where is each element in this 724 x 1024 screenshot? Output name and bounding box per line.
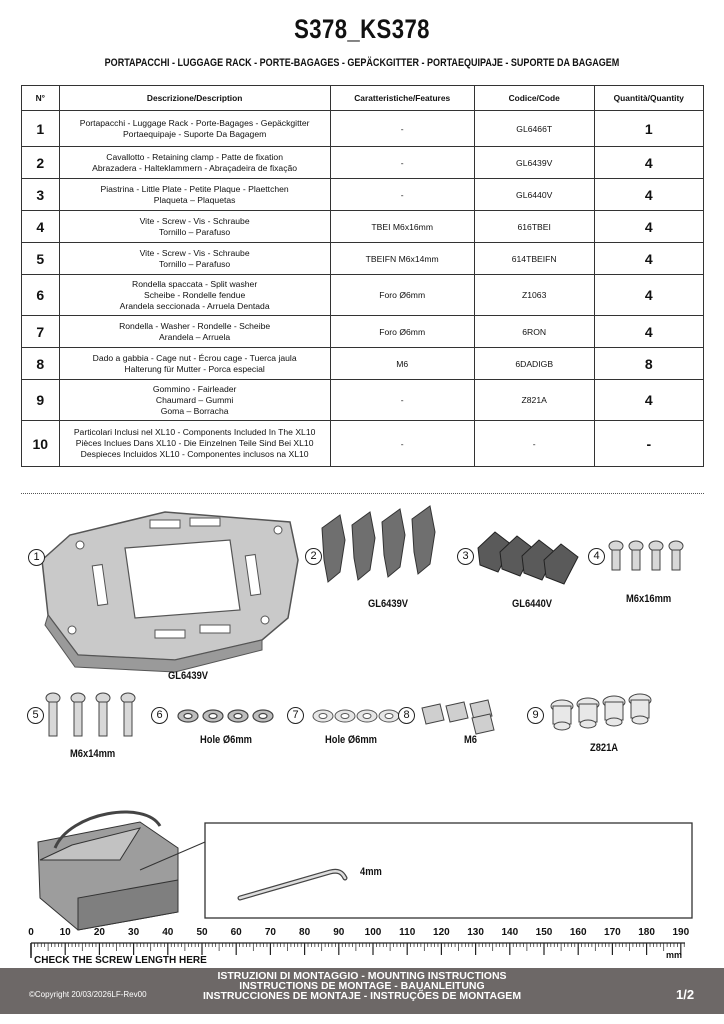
row-features: - (330, 179, 474, 211)
row-quantity: 1 (594, 111, 703, 147)
page-title: S378_KS378 (294, 14, 430, 44)
description-line: Dado a gabbia - Cage nut - Écrou cage - Tuerca jaula (92, 352, 297, 363)
row-features: - (330, 111, 474, 147)
ruler-tick-label: 60 (230, 927, 242, 938)
label-part-4: M6x16mm (626, 593, 672, 605)
ruler-tick-label: 50 (196, 927, 208, 938)
header-number: N° (22, 86, 60, 111)
row-features: M6 (330, 348, 474, 380)
row-features: - (330, 147, 474, 179)
description-line: Despieces Incluidos XL10 - Componentes inclusos na XL10 (80, 449, 309, 459)
grommets-drawing (551, 694, 651, 730)
ruler-tick-label: 30 (128, 927, 140, 938)
label-allen-key: 4mm (360, 866, 382, 878)
row-features: TBEI M6x16mm (330, 211, 474, 243)
split-washers-drawing (178, 710, 273, 722)
cage-nuts-drawing (422, 700, 494, 734)
page-subtitle: PORTAPACCHI - LUGGAGE RACK - PORTE-BAGAGES - GEPÄCKGITTER - PORTAEQUIPAJE - SUPORTE DA BAGAGEM (104, 57, 620, 69)
description-line: Particolari Inclusi nel XL10 - Components Included In The XL10 (73, 427, 316, 437)
description-line: Gommino - Fairleader (152, 383, 237, 394)
row-number: 2 (22, 147, 60, 179)
ruler-unit: mm (666, 950, 683, 960)
ruler-tick-label: 90 (333, 927, 345, 938)
row-number: 8 (22, 348, 60, 380)
row-code: 614TBEIFN (474, 243, 594, 275)
callout-6: 6 (151, 707, 168, 724)
screws-m6x16-drawing (609, 541, 683, 570)
row-code: Z821A (474, 380, 594, 421)
description-line: Pièces Inclues Dans XL10 - Die Einzelnen Teile Sind Bei XL10 (75, 438, 314, 448)
little-plates-drawing (478, 532, 578, 584)
callout-5: 5 (27, 707, 44, 724)
clamps-drawing (322, 506, 435, 582)
row-number: 9 (22, 380, 60, 421)
row-code: 6DADIGB (474, 348, 594, 380)
row-number: 6 (22, 275, 60, 316)
description-line: Portapacchi - Luggage Rack - Porte-Bagages - Gepäckgitter (79, 117, 310, 128)
description-line: Cavallotto - Retaining clamp - Patte de fixation (106, 151, 283, 162)
row-features: - (330, 421, 474, 467)
ruler-tick-label: 170 (604, 927, 621, 938)
row-number: 1 (22, 111, 60, 147)
row-features: TBEIFN M6x14mm (330, 243, 474, 275)
row-quantity: 4 (594, 243, 703, 275)
row-number: 3 (22, 179, 60, 211)
row-code: - (474, 421, 594, 467)
ruler-tick-label: 140 (501, 927, 519, 938)
description-line: Arandela seccionada - Arruela Dentada (119, 300, 270, 311)
header-features: Caratteristiche/Features (330, 86, 474, 111)
ruler-caption: CHECK THE SCREW LENGTH HERE (34, 955, 207, 966)
description-line: Vite - Screw - Vis - Schraube (139, 215, 250, 226)
description-line: Scheibe - Rondelle fendue (143, 289, 246, 300)
row-code: Z1063 (474, 275, 594, 316)
description-line: Rondella - Washer - Rondelle - Scheibe (119, 320, 271, 331)
row-quantity: 4 (594, 179, 703, 211)
callout-1: 1 (28, 549, 45, 566)
tool-callout-frame (140, 823, 692, 918)
label-part-8: M6 (464, 734, 477, 746)
label-part-9: Z821A (590, 742, 619, 754)
row-features: Foro Ø6mm (330, 316, 474, 348)
row-code: 616TBEI (474, 211, 594, 243)
row-code: GL6440V (474, 179, 594, 211)
luggage-rack-drawing (42, 512, 298, 672)
row-quantity: 4 (594, 147, 703, 179)
row-code: GL6439V (474, 147, 594, 179)
callout-7: 7 (287, 707, 304, 724)
row-code: GL6466T (474, 111, 594, 147)
screws-m6x14-drawing (46, 693, 135, 736)
ruler-tick-label: 190 (672, 927, 690, 938)
description-line: Tornillo – Parafuso (159, 226, 231, 237)
row-number: 7 (22, 316, 60, 348)
row-number: 10 (22, 421, 60, 467)
ruler-tick-label: 110 (399, 927, 416, 938)
label-part-5: M6x14mm (70, 748, 116, 760)
callout-2: 2 (305, 548, 322, 565)
page-number: 1/2 (676, 987, 695, 1002)
row-quantity: 4 (594, 211, 703, 243)
description-line: Vite - Screw - Vis - Schraube (139, 247, 250, 258)
ruler-tick-label: 80 (299, 927, 311, 938)
footer-line-1: ISTRUZIONI DI MONTAGGIO - MOUNTING INSTRUCTIONS (217, 970, 507, 982)
label-part-2: GL6439V (368, 598, 409, 610)
row-features: - (330, 380, 474, 421)
footer-line-3: INSTRUCCIONES DE MONTAJE - INSTRUÇÕES DE MONTAGEM (202, 990, 522, 1002)
ruler-tick-label: 180 (638, 927, 655, 938)
description-line: Halterung für Mutter - Porca especial (124, 363, 265, 374)
description-line: Chaumard – Gummi (155, 394, 234, 405)
header-code: Codice/Code (474, 86, 594, 111)
header-description: Descrizione/Description (59, 86, 330, 111)
ruler-tick-label: 10 (59, 927, 71, 938)
ruler-tick-label: 70 (264, 927, 276, 938)
row-features: Foro Ø6mm (330, 275, 474, 316)
description-line: Rondella spaccata - Split washer (132, 278, 258, 289)
ruler-tick-label: 100 (364, 927, 382, 938)
description-line: Goma – Borracha (160, 405, 229, 416)
row-quantity: 8 (594, 348, 703, 380)
description-line: Portaequipaje - Suporte Da Bagagem (122, 128, 267, 139)
row-quantity: 4 (594, 316, 703, 348)
ruler-tick-label: 0 (28, 927, 34, 938)
row-quantity: - (594, 421, 703, 467)
description-line: Plaqueta – Plaquetas (153, 194, 236, 205)
callout-3: 3 (457, 548, 474, 565)
ruler-tick-label: 150 (535, 927, 553, 938)
ruler-tick-label: 120 (433, 927, 450, 938)
row-number: 4 (22, 211, 60, 243)
row-quantity: 4 (594, 380, 703, 421)
ruler-tick-label: 20 (93, 927, 105, 938)
row-quantity: 4 (594, 275, 703, 316)
footer-line-2: INSTRUCTIONS DE MONTAGE - BAUANLEITUNG (239, 980, 485, 992)
washers-drawing (313, 710, 399, 722)
toolbox-drawing (38, 812, 178, 930)
row-number: 5 (22, 243, 60, 275)
description-line: Abrazadera - Halteklammern - Abraçadeira de fixação (92, 162, 298, 173)
header-quantity: Quantità/Quantity (594, 86, 703, 111)
copyright-text: ©Copyright 20/03/2026LF-Rev00 (29, 990, 147, 999)
description-line: Tornillo – Parafuso (159, 258, 231, 269)
callout-8: 8 (398, 707, 415, 724)
ruler-tick-label: 40 (162, 927, 174, 938)
label-part-1: GL6439V (168, 670, 209, 682)
description-line: Piastrina - Little Plate - Petite Plaque - Plaettchen (100, 183, 289, 194)
label-part-7: Hole Ø6mm (325, 734, 377, 746)
ruler-tick-label: 130 (467, 927, 484, 938)
label-part-6: Hole Ø6mm (200, 734, 252, 746)
label-part-3: GL6440V (512, 598, 553, 610)
callout-9: 9 (527, 707, 544, 724)
callout-4: 4 (588, 548, 605, 565)
description-line: Arandela – Arruela (159, 331, 231, 342)
ruler-tick-label: 160 (569, 927, 587, 938)
row-code: 6RON (474, 316, 594, 348)
